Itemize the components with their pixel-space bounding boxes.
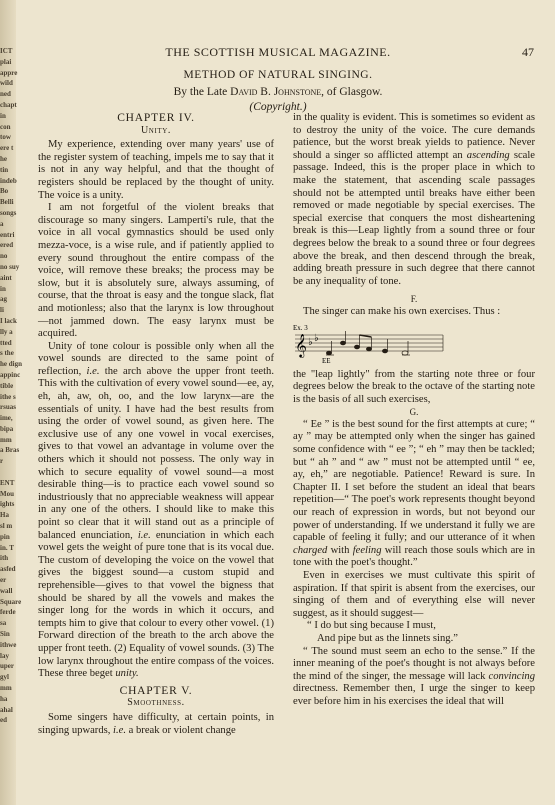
syllable-label: EE bbox=[322, 356, 331, 365]
gutter-fragment: lly a bbox=[0, 327, 13, 336]
gutter-fragment: ere t bbox=[0, 144, 14, 153]
gutter-fragment: ag bbox=[0, 295, 7, 304]
italic-text: ascending bbox=[466, 149, 510, 161]
running-head bbox=[22, 45, 534, 59]
gutter-fragment: pin bbox=[0, 532, 10, 541]
byline bbox=[22, 86, 534, 98]
text-run: Unity of tone colour is possible only when all the vowel sounds are directed to the same point of reflection, bbox=[38, 340, 274, 377]
gutter-fragment: ha bbox=[0, 694, 8, 703]
gutter-fragment: appinc bbox=[0, 370, 21, 379]
gutter-fragment: entri bbox=[0, 230, 15, 239]
paragraph bbox=[38, 712, 274, 737]
text-run: a break or violent change bbox=[126, 724, 236, 736]
italic-text: i.e. bbox=[137, 529, 151, 541]
gutter-fragment: ned bbox=[0, 90, 11, 99]
text-run: “ The sound must seem an echo to the sense.” If the inner meaning of the poet's thought is not always before the mind of the singer, the message will lack bbox=[293, 645, 535, 682]
italic-text: unity. bbox=[115, 668, 139, 680]
paragraph bbox=[293, 646, 535, 709]
gutter-fragment: I lack bbox=[0, 316, 17, 325]
italic-text: feeling bbox=[352, 544, 382, 556]
gutter-fragment: mm bbox=[0, 684, 12, 693]
gutter-fragment: bipa bbox=[0, 424, 14, 433]
gutter-fragment: wall bbox=[0, 586, 13, 595]
gutter-fragment: ithwe bbox=[0, 640, 17, 649]
gutter-fragment: appre bbox=[0, 68, 18, 77]
example-label: Ex. 3 bbox=[293, 323, 308, 332]
text-run: enunciation in which each vowel gets the weight of pure tone that is its vocal due. The custom of developing the voice on the vowel that gives the biggest sound—a custom stupid and reprehensible—gives to that vowel the bigness that should be shared by all the vowels and makes the singer long for the words in which it occurs, and tempts him to give that colour to every other vowel. (1) Forward direction of the breath to the arch above the upper front teeth. (2) Equality of vowel sounds. (3) The low larynx throughout the entire compass of the voices. These three beget bbox=[38, 529, 274, 680]
gutter-fragment: Belli bbox=[0, 198, 14, 207]
gutter-fragment: he bbox=[0, 154, 7, 163]
gutter-fragment: no bbox=[0, 252, 8, 261]
note bbox=[366, 347, 371, 351]
gutter-fragment: tow bbox=[0, 133, 11, 142]
music-example bbox=[293, 321, 535, 367]
italic-text: i.e. bbox=[86, 365, 100, 377]
gutter-fragment: he dign bbox=[0, 360, 22, 369]
gutter-fragment: in bbox=[0, 111, 6, 120]
gutter-fragment: ights bbox=[0, 500, 15, 509]
gutter-fragment: tible bbox=[0, 381, 14, 390]
section-letter: F. bbox=[410, 294, 418, 305]
gutter-fragment bbox=[0, 467, 16, 478]
gutter-fragment: uper bbox=[0, 662, 14, 671]
italic-text: i.e. bbox=[113, 724, 126, 736]
paragraph: the "leap lightly" from the starting note three or four degrees below the break to the octave of the starting note is the basis of all such exercises, bbox=[293, 368, 535, 405]
paragraph bbox=[293, 112, 535, 288]
paragraph: I am not forgetful of the violent breaks that discourage so many singers. Lamperti's rule, that the voice in all vocal gymnastics should be used only mezza-voce, is a wise rule, and if patiently applied to every sound throughout the entire compass of the voice, will remove these breaks; the process may be slow, but it is absolutely sure, always assuming, of course, that the throat is easy and the tongue slack, flat and motionless; also that the larynx is low throughout—not jammed down. The easy larynx must be acquired. bbox=[38, 202, 274, 340]
gutter-fragment: ed bbox=[0, 716, 7, 725]
gutter-fragment: ith bbox=[0, 554, 9, 563]
gutter-fragment: ime, bbox=[0, 414, 13, 423]
chapter-heading: CHAPTER V. bbox=[119, 684, 193, 697]
paragraph bbox=[293, 419, 535, 570]
gutter-fragment: ICT bbox=[0, 47, 13, 55]
magazine-page bbox=[22, 0, 555, 759]
article-title: METHOD OF NATURAL SINGING. bbox=[183, 69, 373, 81]
gutter-fragment: lay bbox=[0, 651, 9, 660]
copyright-notice: (Copyright.) bbox=[249, 101, 307, 113]
gutter-fragment: Sin bbox=[0, 630, 10, 639]
gutter-fragment: ithe s bbox=[0, 392, 16, 401]
gutter-fragment: songs bbox=[0, 208, 17, 217]
gutter-fragment: er bbox=[0, 576, 7, 585]
chapter-heading: CHAPTER IV. bbox=[117, 112, 195, 124]
left-column bbox=[38, 112, 274, 737]
gutter-fragment: ahal bbox=[0, 705, 13, 714]
gutter-fragment: wild bbox=[0, 79, 13, 88]
italic-text: convincing bbox=[488, 670, 535, 682]
paragraph: Even in exercises we must cultivate this spirit of aspiration. If that spirit is absent from the exercises, our singing of them and of everything else will never suggest, as it should suggest— bbox=[293, 570, 535, 619]
verse-line: “ I do but sing because I must, bbox=[307, 620, 436, 632]
gutter-fragment: mm bbox=[0, 435, 12, 444]
gutter-fragment: gyl bbox=[0, 673, 9, 682]
gutter-fragment: Square bbox=[0, 597, 22, 606]
gutter-fragment: a bbox=[0, 219, 4, 228]
text-run: in the quality is evident. This is sometimes so evident as to destroy the unity of the voice. The cure demands patience, but the worst break yields to patience. Never should a singer so afflicted attempt an bbox=[293, 112, 535, 161]
gutter-fragment: tted bbox=[0, 338, 12, 347]
gutter-fragment: rsuas bbox=[0, 403, 16, 412]
flat-icon: ♭ bbox=[314, 332, 319, 344]
section-letter: G. bbox=[409, 407, 419, 418]
gutter-fragment: plai bbox=[0, 57, 12, 66]
gutter-fragment: sl m bbox=[0, 522, 13, 531]
gutter-fragment: indeb bbox=[0, 176, 17, 185]
verse-line: And pipe but as the linnets sing.” bbox=[317, 632, 458, 644]
gutter-fragment: chapt bbox=[0, 100, 17, 109]
gutter-fragment: in. T bbox=[0, 543, 14, 552]
gutter-fragment: tin bbox=[0, 165, 9, 174]
gutter-fragment: sa bbox=[0, 619, 7, 628]
right-column bbox=[293, 112, 535, 709]
text-run: scale passage. Indeed, this is the proper place in which to make the statement, that ascending scale passages should not be attempted until breaks have either been removed or made negotiable by special exercises. The special exercise that conquers the most disheartening break is this—Leap lightly from a sound three or four degrees below the break to a sound three or four degrees above the break, and then descend through the break, adding breath pressure in such degree that there cannot be any inequality of tone. bbox=[293, 149, 535, 287]
adjacent-page-gutter bbox=[0, 0, 22, 805]
gutter-fragment: ferde bbox=[0, 608, 16, 617]
text-run: the arch above the upper front teeth. This with the cultivation of every vowel sound—ee, ay, eh, ah, aw, oh, oo, and the low larynx—are the essentials of unity. I have had the best results from using the order of vowel sound, as given here. The exclusive use of any one vowel in vocal exercises, gives to that vowel an advantage in volume over the others which it should not possess. The only way in which to secure equality of vowel sound—a most desirable thing—is to practice each vowel sound so industriously that no appreciable weakness will appear in any one of the others. I should like to make this point so clear that it will stand out as a principle of balanced enunciation, bbox=[38, 365, 274, 541]
paragraph bbox=[38, 341, 274, 681]
gutter-fragment: a Bras bbox=[0, 446, 20, 455]
paragraph: The singer can make his own exercises. Thus : bbox=[303, 305, 501, 317]
gutter-fragment: Ha bbox=[0, 511, 9, 520]
note bbox=[382, 349, 387, 353]
note bbox=[326, 351, 331, 355]
gutter-fragment: ENT bbox=[0, 478, 15, 487]
text-run: Some singers have difficulty, at certain points, in singing upwards, bbox=[38, 711, 274, 736]
section-heading: Unity. bbox=[140, 124, 172, 136]
gutter-fragment: asfed bbox=[0, 565, 16, 574]
gutter-fragment: ered bbox=[0, 241, 14, 250]
text-run: directness. Remember then, I urge the singer to keep ever before him in his exercises the ideal that will bbox=[293, 683, 535, 707]
gutter-fragment: Mou bbox=[0, 489, 14, 498]
music-staff-svg bbox=[293, 321, 453, 367]
note bbox=[402, 350, 408, 354]
gutter-fragment: s the bbox=[0, 349, 14, 358]
gutter-fragment: li bbox=[0, 306, 4, 315]
italic-text: charged bbox=[293, 544, 328, 556]
note bbox=[340, 341, 345, 345]
byline-suffix: , of Glasgow. bbox=[321, 86, 383, 98]
page-number: 47 bbox=[522, 45, 534, 59]
gutter-fragment: con bbox=[0, 122, 11, 131]
author-name: David B. Johnstone bbox=[230, 86, 322, 98]
gutter-fragment: no suy bbox=[0, 262, 20, 271]
byline-prefix: By the Late bbox=[173, 86, 231, 98]
gutter-fragment: aint bbox=[0, 273, 12, 282]
flat-icon: ♭ bbox=[308, 336, 313, 348]
text-run: will reach those souls which are in tone with the poet's thought.” bbox=[293, 544, 536, 569]
treble-clef-icon: 𝄞 bbox=[295, 332, 307, 357]
magazine-title: THE SCOTTISH MUSICAL MAGAZINE. bbox=[165, 45, 391, 59]
section-heading: Smoothness. bbox=[127, 697, 185, 709]
text-run: “ Ee ” is the best sound for the first attempts at cure; “ ay ” may be attempted only when the singer has gained some confidence with “ ee ”; “ eh ” may then be tackled; but “ ah ” and “ aw ” must not be attempted until “ ee, ay, eh,” are negotiable. Patience! Reward is sure. In Chapter II. I set before the student an ideal that bears repetition—“ The poet's work represents thought beyond our reach of expression in words, but not beyond our power of understanding. If we understand it fully we are capable of feeling it fully; and our utterance of it when bbox=[293, 418, 535, 544]
gutter-fragment: in bbox=[0, 284, 6, 293]
text-run: with bbox=[327, 544, 353, 556]
gutter-fragment: r bbox=[0, 457, 4, 466]
note bbox=[354, 345, 359, 349]
paragraph: My experience, extending over many years' use of the register system of teaching, impels me to say that it is not in any way helpful, and that the thought of registers should be replaced by the thought of unity. The voice is a unity. bbox=[38, 139, 274, 201]
gutter-fragment: Bo bbox=[0, 187, 9, 196]
